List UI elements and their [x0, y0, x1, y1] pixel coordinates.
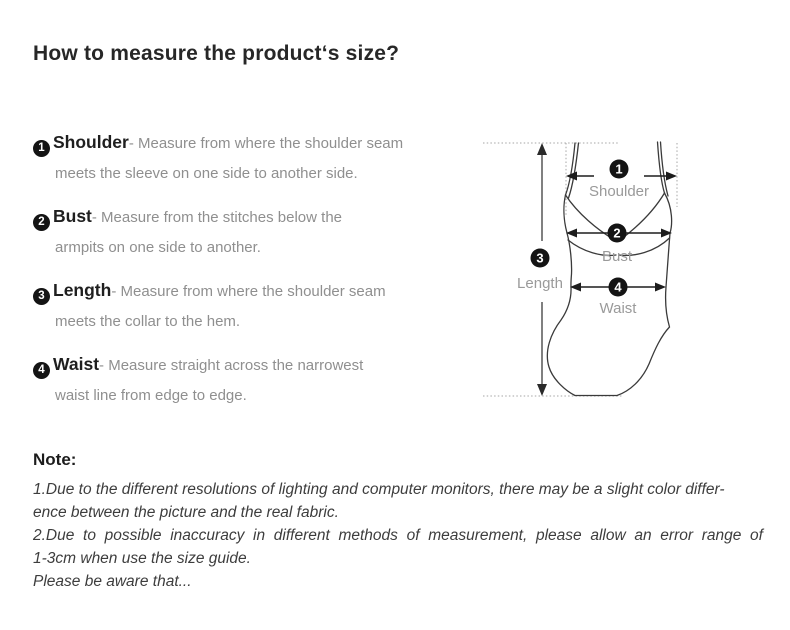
item-number-badge: 3	[33, 288, 50, 305]
item-number-badge: 2	[33, 214, 50, 231]
page-title: How to measure the product‘s size?	[33, 42, 400, 65]
measure-desc-line2: waist line from edge to edge.	[55, 387, 247, 404]
note-line: 1.Due to the different resolutions of lighting and computer monitors, there may be a slight color differ-	[33, 481, 725, 498]
note-line: 2.Due to possible inaccuracy in different methods of measurement, please allow an error range of	[33, 527, 763, 544]
note-section	[33, 450, 763, 593]
item-number-badge: 4	[33, 362, 50, 379]
measure-desc-line2: armpits on one side to another.	[55, 239, 261, 256]
guide-dotted-lines	[483, 143, 677, 396]
measure-item-bust	[33, 201, 478, 263]
bust-badge-number: 2	[613, 225, 621, 241]
waist-badge-number: 4	[614, 279, 622, 295]
shoulder-badge-number: 1	[615, 161, 623, 177]
swimsuit-measurement-diagram	[480, 130, 710, 420]
torso	[547, 193, 671, 396]
note-line: 1-3cm when use the size guide.	[33, 550, 251, 567]
measure-desc-line1: - Measure straight across the narrowest	[99, 357, 364, 374]
measure-desc-line1: - Measure from where the shoulder seam	[128, 135, 404, 152]
length-badge-number: 3	[536, 250, 544, 266]
length-label: Length	[517, 275, 563, 292]
measure-list	[33, 127, 478, 423]
length-arrow	[537, 143, 547, 396]
measure-term: Waist	[53, 354, 100, 374]
measure-desc-line1: - Measure from where the shoulder seam	[111, 283, 386, 300]
measure-term: Bust	[53, 206, 92, 226]
measure-desc-line2: meets the collar to the hem.	[55, 313, 241, 330]
measure-desc-line2: meets the sleeve on one side to another side.	[55, 165, 358, 182]
measure-desc-line1: - Measure from the stitches below the	[91, 209, 342, 226]
left-strap	[566, 143, 576, 195]
waist-label: Waist	[599, 300, 637, 317]
measure-item-waist	[33, 349, 478, 411]
measure-item-shoulder	[33, 127, 478, 189]
shoulder-label: Shoulder	[588, 183, 650, 200]
measure-item-length	[33, 275, 478, 337]
note-line: ence between the picture and the real fabric.	[33, 504, 339, 521]
note-line: Please be aware that...	[33, 573, 192, 590]
measure-term: Shoulder	[53, 132, 129, 152]
note-heading: Note:	[33, 450, 77, 469]
bust-label: Bust	[601, 248, 633, 265]
right-strap-inner	[661, 142, 669, 196]
item-number-badge: 1	[33, 140, 50, 157]
measure-term: Length	[53, 280, 112, 300]
